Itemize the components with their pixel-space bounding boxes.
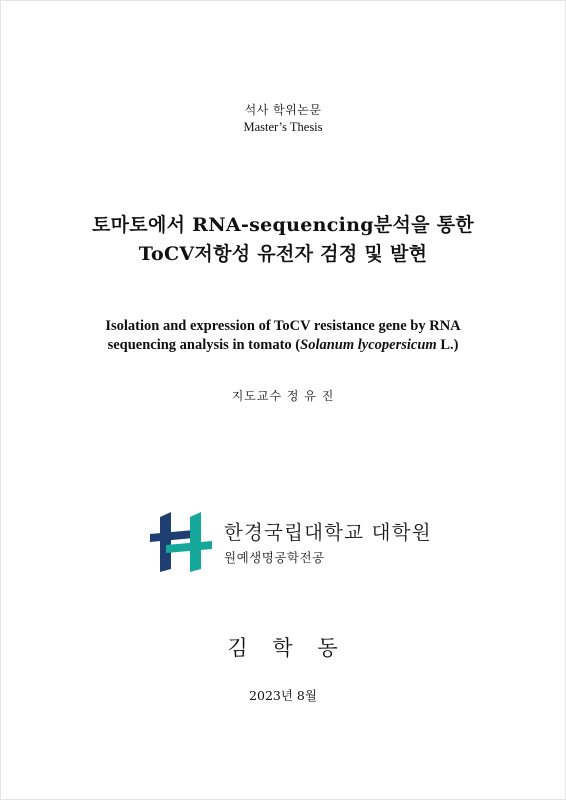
university-block (150, 512, 450, 572)
title-korean-line1: 토마토에서 RNA-sequencing분석을 통한 (91, 214, 475, 236)
title-english-line2 (0, 336, 566, 355)
author-name: 김 학 동 (227, 636, 339, 660)
title-english-line2-prefix: sequencing analysis in tomato ( (107, 337, 301, 353)
university-name: 한경국립대학교 대학원 (224, 521, 432, 544)
department-name: 원예생명공학전공 (224, 550, 325, 565)
title-english-line2-suffix: L.) (436, 337, 459, 353)
title-english-line1: Isolation and expression of ToCV resistance gene by RNA (105, 318, 461, 334)
degree-english: Master’s Thesis (243, 120, 323, 134)
advisor: 지도교수 정 유 진 (231, 389, 335, 403)
scientific-name: Solanum lycopersicum (300, 337, 437, 353)
degree-korean: 석사 학위논문 (244, 103, 322, 117)
title-english (0, 317, 566, 355)
title-korean-line2: ToCV저항성 유전자 검정 및 발현 (138, 243, 428, 265)
title-korean (0, 211, 566, 269)
university-logo-icon (150, 512, 212, 572)
submission-date: 2023년 8월 (249, 688, 317, 703)
